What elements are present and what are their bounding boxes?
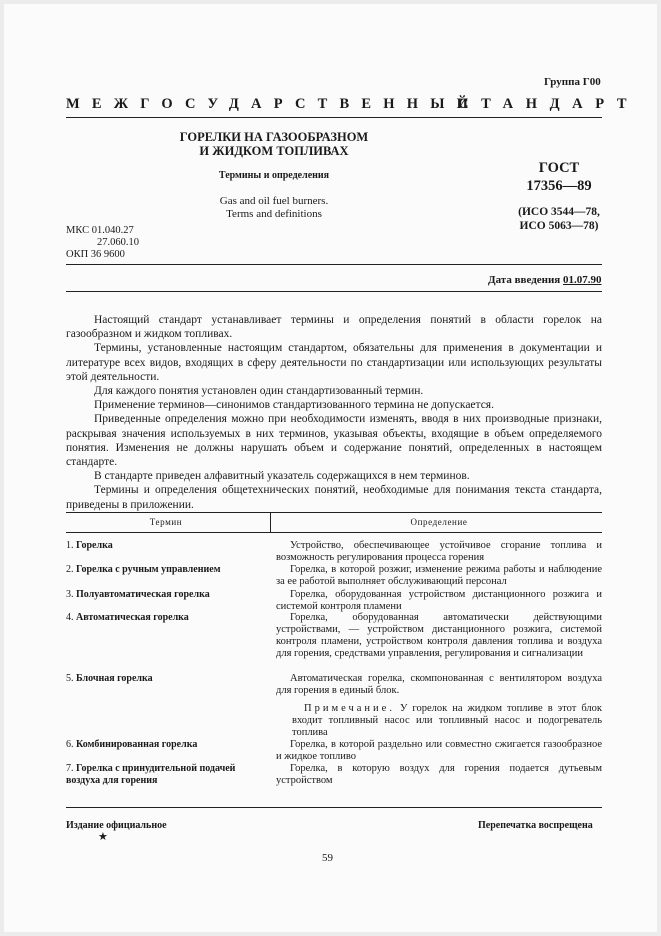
document-subtitle: Термины и определения — [218, 170, 330, 181]
table-header-rule — [66, 532, 602, 533]
standard-word-interstate: МЕЖГОСУДАРСТВЕННЫЙ — [66, 96, 481, 112]
mks-code-2: 27.060.10 — [97, 237, 139, 248]
intro-rule — [66, 291, 602, 292]
note-text: У горелок на жидком топливе в этот блок входит топливный насос или топливный насос и подогреватель топлива — [292, 703, 603, 738]
standard-word-standard: СТАНДАРТ — [458, 96, 640, 112]
intro-date-label: Дата введения — [488, 274, 561, 286]
mks-label: МКС — [66, 225, 90, 236]
paragraph: Применение терминов—синонимов стандартизованного термина не допускается. — [94, 399, 494, 412]
english-title — [154, 195, 394, 221]
iso-line-2: ИСО 5063—78) — [519, 220, 599, 232]
preamble-text — [66, 313, 602, 512]
paragraph: Для каждого понятия установлен один стандартизованный термин. — [94, 385, 424, 398]
iso-line-1: (ИСО 3544—78, — [518, 206, 600, 218]
okp-code: ОКП 36 9600 — [66, 249, 125, 260]
title-line-2: И ЖИДКОМ ТОПЛИВАХ — [199, 144, 349, 158]
codes-rule — [66, 264, 602, 265]
classification-codes — [66, 225, 139, 261]
paragraph: Термины, установленные настоящим стандартом, обязательны для применения в документации и литературе всех видов, входящих в сферу деятельности по стандартизации или использующих результаты этой деятельности. — [66, 342, 602, 383]
term-row-1: 1. Горелка — [66, 540, 113, 551]
term-row-4: 4. Автоматическая горелка — [66, 612, 189, 623]
definition-row-3: Горелка, оборудованная устройством дистанционного розжига и системой контроля пламени — [276, 589, 602, 612]
paragraph: Термины и определения общетехнических понятий, необходимые для понимания текста стандарта, приведены в приложении. — [66, 484, 602, 511]
gost-designation — [504, 159, 614, 195]
definition-row-1: Устройство, обеспечивающее устойчивое сгорание топлива и возможность регулирования процесса горения — [276, 540, 602, 563]
footer-rule — [66, 807, 602, 808]
title-line-1: ГОРЕЛКИ НА ГАЗООБРАЗНОМ — [179, 130, 369, 144]
english-title-line-2: Terms and definitions — [226, 208, 322, 220]
definition-row-6: Горелка, в которой раздельно или совместно сжигается газообразное и жидкое топливо — [276, 739, 602, 762]
document-page — [4, 4, 657, 932]
paragraph: Приведенные определения можно при необходимости изменять, вводя в них производные признаки, раскрывая значения используемых в них терминов, указывая объекты, входящие в объем определяемого понятия. Изменения не должны нарушать объем и содержание понятий, определенных в настоящем стандарте. — [66, 413, 602, 469]
definition-row-2: Горелка, в которой розжиг, изменение режима работы и наблюдение за ее работой выполняет обслуживающий персонал — [276, 564, 602, 587]
term-row-2: 2. Горелка с ручным управлением — [66, 564, 221, 575]
note-label: Примечание. — [304, 703, 395, 714]
group-code: Группа Г00 — [544, 76, 601, 88]
paragraph: В стандарте приведен алфавитный указатель содержащихся в нем терминов. — [94, 470, 470, 483]
introduction-date — [488, 274, 602, 286]
gost-label: ГОСТ — [538, 160, 580, 176]
definition-row-5: Автоматическая горелка, скомпонованная с вентилятором воздуха для горения в единый блок. — [276, 673, 602, 696]
reprint-prohibited: Перепечатка воспрещена — [478, 820, 593, 831]
document-title — [154, 130, 394, 158]
paragraph: Настоящий стандарт устанавливает термины и определения понятий в области горелок на газообразном и жидком топливах. — [66, 314, 602, 341]
column-header-term: Термин — [149, 517, 183, 527]
term-row-5: 5. Блочная горелка — [66, 673, 153, 684]
term-row-3: 3. Полуавтоматическая горелка — [66, 589, 210, 600]
header-rule — [66, 117, 602, 118]
iso-reference — [500, 205, 618, 233]
mks-code-1: 01.040.27 — [91, 225, 134, 236]
definition-row-7: Горелка, в которую воздух для горения подается дутьевым устройством — [276, 763, 602, 786]
english-title-line-1: Gas and oil fuel burners. — [219, 195, 329, 207]
column-divider — [270, 512, 271, 532]
star-icon: ★ — [98, 831, 108, 843]
term-row-7: 7. Горелка с принудительной подачей воздуха для горения — [66, 763, 236, 786]
official-edition: Издание официальное — [66, 820, 167, 831]
gost-number: 17356—89 — [526, 178, 592, 194]
page-number: 59 — [322, 852, 333, 864]
standard-heading — [66, 96, 640, 113]
intro-date-value: 01.07.90 — [563, 274, 602, 286]
column-header-definition: Определение — [410, 517, 468, 527]
term-row-6: 6. Комбинированная горелка — [66, 739, 198, 750]
definition-row-4: Горелка, оборудованная автоматически действующими устройствами, — устройством дистанционного розжига, системой контроля пламени, устройством контроля давления топлива и воздуха для горения, средствами управления, регулирования и сигнализации — [276, 612, 602, 659]
table-note — [292, 703, 602, 739]
table-top-rule — [66, 512, 602, 513]
